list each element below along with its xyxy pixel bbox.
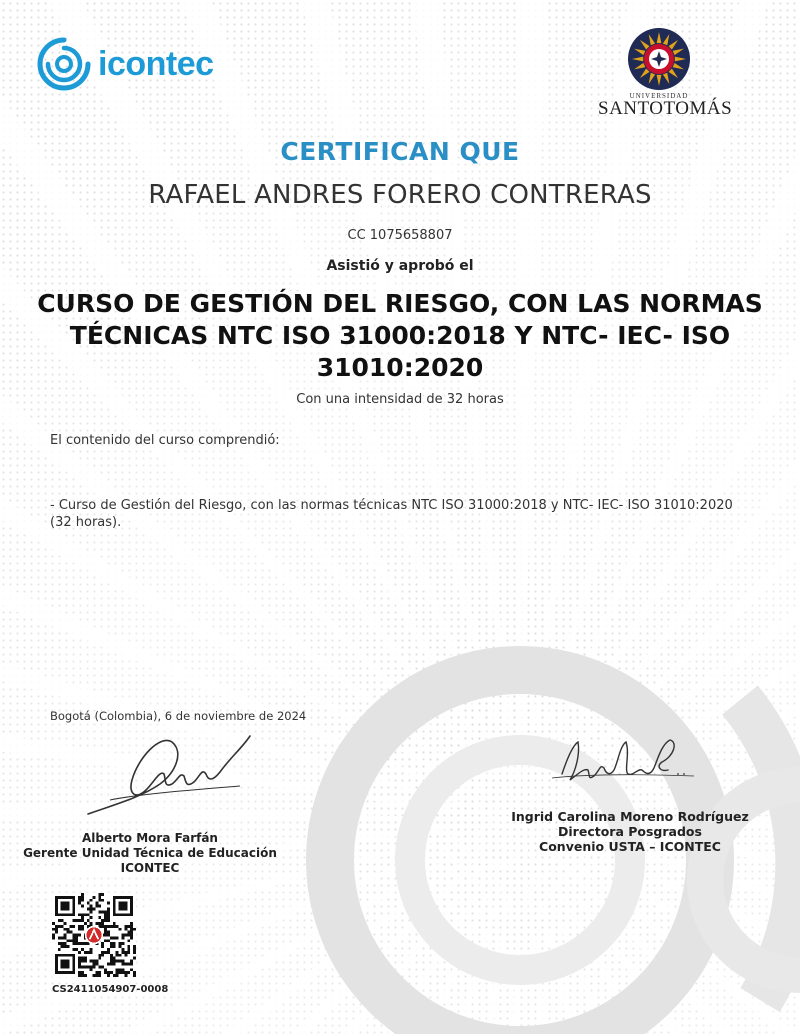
content-label: El contenido del curso comprendió:	[50, 433, 280, 448]
icontec-logo	[36, 36, 214, 92]
attended-text: Asistió y aprobó el	[326, 258, 474, 274]
signature-ingrid	[548, 734, 698, 800]
signature-alberto	[80, 728, 260, 820]
icontec-logo-icon	[36, 36, 92, 92]
signer-ingrid	[480, 809, 780, 854]
certifican-heading: CERTIFICAN QUE	[280, 137, 520, 166]
content-item: - Curso de Gestión del Riesgo, con las normas técnicas NTC ISO 31000:2018 y NTC- IEC- ISO 31010:2020 (32 horas).	[50, 498, 733, 530]
icontec-wordmark: icontec	[98, 44, 214, 83]
signer-role: Gerente Unidad Técnica de Educación ICONTEC	[23, 846, 277, 875]
id-number: CC 1075658807	[347, 228, 453, 243]
signer-name: Alberto Mora Farfán	[82, 831, 218, 845]
signer-name: Ingrid Carolina Moreno Rodríguez	[511, 809, 749, 824]
recipient-name: RAFAEL ANDRES FORERO CONTRERAS	[148, 180, 652, 210]
usta-small-text: UNIVERSIDAD	[629, 92, 689, 100]
course-intensity: Con una intensidad de 32 horas	[296, 392, 504, 407]
issue-date: Bogotá (Colombia), 6 de noviembre de 2024	[50, 709, 307, 723]
santo-tomas-logo	[598, 26, 733, 119]
qr-code-icon[interactable]	[52, 893, 136, 977]
signer-alberto	[0, 831, 300, 876]
course-title: CURSO DE GESTIÓN DEL RIESGO, CON LAS NORMAS TÉCNICAS NTC ISO 31000:2018 Y NTC- IEC- ISO 31010:2020	[37, 289, 763, 382]
verification-code: CS2411054907-0008	[52, 984, 169, 995]
santo-tomas-seal-icon	[626, 26, 692, 92]
usta-name: SANTOTOMÁS	[598, 98, 733, 119]
signer-role: Directora Posgrados	[558, 824, 702, 839]
signer-org: Convenio USTA – ICONTEC	[539, 839, 721, 854]
